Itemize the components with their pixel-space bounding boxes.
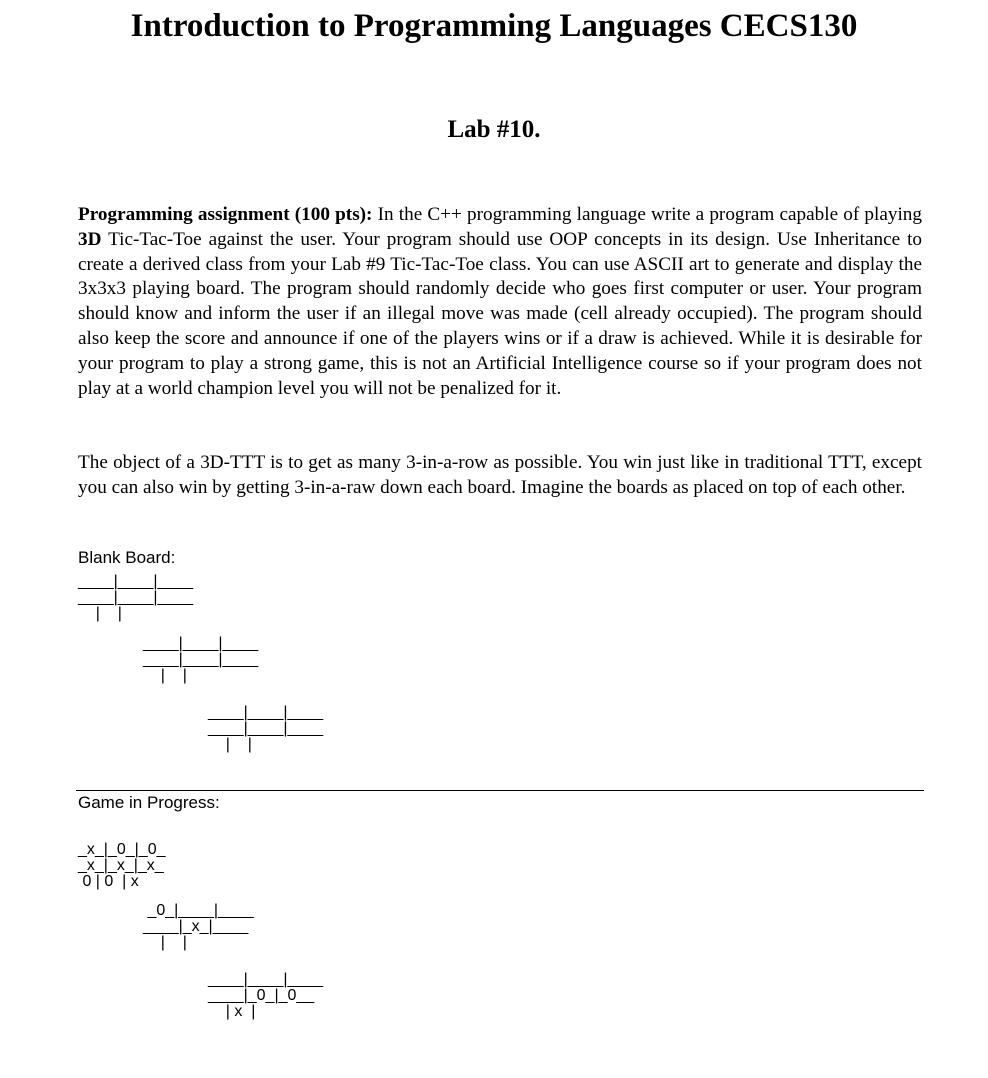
game-board-layer-2: _0_|____|____ ____|_x_|____ | |	[143, 902, 254, 951]
assignment-3d-bold: 3D	[78, 228, 102, 250]
blank-board-layer-2: ____|____|____ ____|____|____ | |	[143, 635, 259, 684]
assignment-lead: Programming assignment (100 pts):	[78, 204, 373, 225]
assignment-text-part1: In the C++ programming language write a program capable of playing	[372, 204, 922, 225]
assignment-paragraph	[78, 203, 922, 401]
game-board-layer-1: _x_|_0_|_0_ _x_|_x_|_x_ 0 | 0 | x	[78, 841, 166, 890]
game-board-layer-3: ____|____|____ ____|_0_|_0__ | x |	[208, 971, 324, 1020]
section-divider	[76, 790, 924, 791]
blank-board-layer-1: ____|____|____ ____|____|____ | |	[78, 573, 194, 622]
objective-paragraph: The object of a 3D-TTT is to get as many 3-in-a-row as possible. You win just like in traditional TTT, except you can also win by getting 3-in-a-raw down each board. Imagine the boards as placed on top of each other.	[78, 452, 922, 498]
blank-board-layer-3: ____|____|____ ____|____|____ | |	[208, 704, 324, 753]
blank-board-label: Blank Board:	[78, 548, 176, 567]
game-in-progress-label: Game in Progress:	[78, 793, 220, 812]
lab-number: Lab #10.	[447, 116, 541, 143]
assignment-text-part2: Tic-Tac-Toe against the user. Your program should use OOP concepts in its design. Use Inheritance to create a derived class from your Lab #9 Tic-Tac-Toe class. You can use ASCII art to generate and display the 3x3x3 playing board. The program should randomly decide who goes first computer or user. Your program should know and inform the user if an illegal move was made (cell already occupied). The program should also keep the score and announce if one of the players wins or if a draw is achieved. While it is desirable for your program to play a strong game, this is not an Artificial Intelligence course so if your program does not play at a world champion level you will not be penalized for it.	[78, 228, 922, 399]
page-title: Introduction to Programming Languages CECS130	[130, 8, 858, 44]
